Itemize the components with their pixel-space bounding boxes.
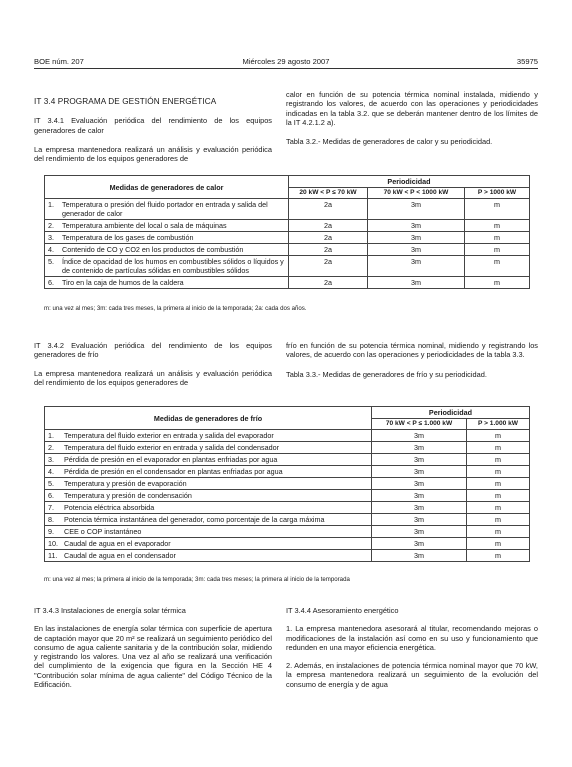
cell-value: m bbox=[467, 526, 530, 538]
publication-date: Miércoles 29 agosto 2007 bbox=[242, 57, 330, 66]
row-number: 4. bbox=[45, 244, 60, 256]
section-3-4-right-column bbox=[286, 90, 538, 146]
table-row bbox=[45, 538, 530, 550]
table-row bbox=[45, 199, 530, 220]
row-label: Temperatura ambiente del local o sala de máquinas bbox=[59, 220, 289, 232]
row-label: Temperatura o presión del fluido portador en entrada y salida del generador de calor bbox=[59, 199, 289, 220]
row-number: 1. bbox=[45, 199, 60, 220]
cell-value: m bbox=[467, 502, 530, 514]
cell-value: m bbox=[467, 538, 530, 550]
cell-value: 2a bbox=[289, 220, 368, 232]
row-label: Temperatura y presión de condensación bbox=[61, 490, 372, 502]
cell-value: m bbox=[467, 490, 530, 502]
table-row bbox=[45, 490, 530, 502]
paragraph: La empresa mantenedora realizará un análisis y evaluación periódica del rendimiento de los equipos generadores de bbox=[34, 144, 272, 163]
subsection-3-4-2-left-column bbox=[34, 341, 272, 387]
cell-value: m bbox=[465, 199, 530, 220]
section-3-4-left-column bbox=[34, 97, 272, 163]
cell-value: 3m bbox=[372, 526, 467, 538]
column-header-periodicity: Periodicidad bbox=[372, 407, 530, 419]
table-row bbox=[45, 277, 530, 289]
cell-value: m bbox=[467, 514, 530, 526]
row-label: Contenido de CO y CO2 en los productos de combustión bbox=[59, 244, 289, 256]
row-label: Caudal de agua en el evaporador bbox=[61, 538, 372, 550]
row-number: 5. bbox=[45, 478, 62, 490]
cell-value: m bbox=[467, 442, 530, 454]
row-number: 4. bbox=[45, 466, 62, 478]
row-label: Índice de opacidad de los humos en combustibles sólidos o líquidos y de contenido de partículas sólidas en combustibles sólidos bbox=[59, 256, 289, 277]
paragraph: En las instalaciones de energía solar térmica con superficie de apertura de captación mayor que 20 m² se realizará un seguimiento periódico del consumo de agua caliente sanitaria y de la contribución solar, midiendo y registrando los valores. Una vez al año se realizará una verificación del cumplimiento de la exigencia que figura en la Sección HE 4 "Contribución solar mínima de agua caliente" del Código Técnico de la Edificación. bbox=[34, 624, 272, 689]
subsection-3-4-4 bbox=[286, 606, 538, 689]
cell-value: 3m bbox=[372, 538, 467, 550]
table-row bbox=[45, 478, 530, 490]
row-number: 8. bbox=[45, 514, 62, 526]
cell-value: 2a bbox=[289, 199, 368, 220]
subsection-3-4-1-heading: IT 3.4.1 Evaluación periódica del rendimiento de los equipos generadores de calor bbox=[34, 116, 272, 135]
cell-value: 3m bbox=[372, 550, 467, 562]
subsection-3-4-3-heading: IT 3.4.3 Instalaciones de energía solar térmica bbox=[34, 606, 186, 615]
column-header: P > 1.000 kW bbox=[467, 419, 530, 430]
column-header: 20 kW < P ≤ 70 kW bbox=[289, 188, 368, 199]
row-label: Temperatura del fluido exterior en entrada y salida del evaporador bbox=[61, 430, 372, 442]
table-3-2-footnote: m: una vez al mes; 3m: cada tres meses, la primera al inicio de la temporada; 2a: cada dos años. bbox=[44, 305, 307, 312]
row-label: CEE o COP instantáneo bbox=[61, 526, 372, 538]
table-row bbox=[45, 442, 530, 454]
row-label: Temperatura de los gases de combustión bbox=[59, 232, 289, 244]
table-3-3-footnote: m: una vez al mes; la primera al inicio de la temporada; 3m: cada tres meses; la primera al inicio de la temporada bbox=[44, 576, 350, 583]
column-header-periodicity: Periodicidad bbox=[289, 176, 530, 188]
table-3-2 bbox=[44, 175, 530, 289]
header-rule bbox=[34, 68, 538, 69]
row-number: 3. bbox=[45, 454, 62, 466]
cell-value: 3m bbox=[368, 256, 465, 277]
cell-value: m bbox=[465, 256, 530, 277]
row-label: Caudal de agua en el condensador bbox=[61, 550, 372, 562]
cell-value: m bbox=[465, 277, 530, 289]
section-title: IT 3.4 PROGRAMA DE GESTIÓN ENERGÉTICA bbox=[34, 97, 217, 106]
cell-value: m bbox=[467, 478, 530, 490]
table-row bbox=[45, 550, 530, 562]
cell-value: 3m bbox=[368, 277, 465, 289]
column-header-measure: Medidas de generadores de frío bbox=[45, 407, 372, 430]
table-row bbox=[45, 502, 530, 514]
cell-value: 3m bbox=[372, 478, 467, 490]
table-row bbox=[45, 454, 530, 466]
column-header-measure: Medidas de generadores de calor bbox=[45, 176, 289, 199]
row-label: Potencia térmica instantánea del generador, como porcentaje de la carga máxima bbox=[61, 514, 372, 526]
cell-value: 3m bbox=[372, 514, 467, 526]
column-header: P > 1000 kW bbox=[465, 188, 530, 199]
paragraph: 1. La empresa mantenedora asesorará al titular, recomendando mejoras o modificaciones de la instalación así como en su uso y funcionamiento que redunden en una mayor eficiencia energética. bbox=[286, 624, 538, 652]
cell-value: 3m bbox=[368, 220, 465, 232]
cell-value: 3m bbox=[372, 454, 467, 466]
cell-value: m bbox=[467, 454, 530, 466]
page-number: 35975 bbox=[516, 57, 538, 66]
cell-value: 3m bbox=[372, 466, 467, 478]
cell-value: m bbox=[465, 220, 530, 232]
table-row bbox=[45, 514, 530, 526]
table-3-2-caption: Tabla 3.2.- Medidas de generadores de calor y su periodicidad. bbox=[286, 137, 493, 146]
subsection-3-4-2-heading: IT 3.4.2 Evaluación periódica del rendimiento de los equipos generadores de frío bbox=[34, 341, 272, 360]
table-row bbox=[45, 256, 530, 277]
row-number: 3. bbox=[45, 232, 60, 244]
cell-value: 2a bbox=[289, 232, 368, 244]
paragraph: La empresa mantenedora realizará un análisis y evaluación periódica del rendimiento de los equipos generadores de bbox=[34, 368, 272, 387]
row-number: 6. bbox=[45, 277, 60, 289]
cell-value: m bbox=[467, 550, 530, 562]
row-number: 1. bbox=[45, 430, 62, 442]
table-row bbox=[45, 466, 530, 478]
table-row bbox=[45, 244, 530, 256]
paragraph: calor en función de su potencia térmica nominal instalada, midiendo y registrando los valores, de acuerdo con las operaciones y periodicidades indicadas en la tabla 3.2. que se deberán mantener dentro de los límites de la IT 4.2.1.2 a). bbox=[286, 90, 538, 127]
column-header: 70 kW < P < 1000 kW bbox=[368, 188, 465, 199]
table-3-3-caption: Tabla 3.3.- Medidas de generadores de frío y su periodicidad. bbox=[286, 369, 487, 379]
cell-value: m bbox=[465, 244, 530, 256]
cell-value: m bbox=[467, 466, 530, 478]
paragraph: frío en función de su potencia térmica nominal, midiendo y registrando los valores, de acuerdo con las operaciones y periodicidades de la tabla 3.3. bbox=[286, 341, 538, 360]
cell-value: m bbox=[467, 430, 530, 442]
journal-issue: BOE núm. 207 bbox=[34, 57, 84, 66]
row-label: Potencia eléctrica absorbida bbox=[61, 502, 372, 514]
cell-value: m bbox=[465, 232, 530, 244]
row-number: 9. bbox=[45, 526, 62, 538]
row-number: 11. bbox=[45, 550, 62, 562]
table-row bbox=[45, 232, 530, 244]
row-number: 5. bbox=[45, 256, 60, 277]
subsection-3-4-4-heading: IT 3.4.4 Asesoramiento energético bbox=[286, 606, 399, 615]
cell-value: 3m bbox=[368, 244, 465, 256]
row-label: Temperatura y presión de evaporación bbox=[61, 478, 372, 490]
cell-value: 3m bbox=[372, 502, 467, 514]
subsection-3-4-2-right-column bbox=[286, 341, 538, 379]
cell-value: 2a bbox=[289, 256, 368, 277]
table-row bbox=[45, 430, 530, 442]
paragraph: 2. Además, en instalaciones de potencia térmica nominal mayor que 70 kW, la empresa mantenedora realizará un seguimiento de la evolución del consumo de energía y de agua bbox=[286, 661, 538, 689]
row-number: 10. bbox=[45, 538, 62, 550]
cell-value: 3m bbox=[372, 490, 467, 502]
table-row bbox=[45, 526, 530, 538]
cell-value: 2a bbox=[289, 277, 368, 289]
row-number: 7. bbox=[45, 502, 62, 514]
cell-value: 2a bbox=[289, 244, 368, 256]
column-header: 70 kW < P ≤ 1.000 kW bbox=[372, 419, 467, 430]
row-number: 2. bbox=[45, 442, 62, 454]
page-header bbox=[34, 57, 538, 67]
subsection-3-4-3 bbox=[34, 606, 272, 689]
table-row bbox=[45, 220, 530, 232]
row-number: 6. bbox=[45, 490, 62, 502]
cell-value: 3m bbox=[372, 442, 467, 454]
cell-value: 3m bbox=[368, 232, 465, 244]
row-label: Tiro en la caja de humos de la caldera bbox=[59, 277, 289, 289]
table-3-3 bbox=[44, 406, 530, 562]
row-label: Temperatura del fluido exterior en entrada y salida del condensador bbox=[61, 442, 372, 454]
row-label: Pérdida de presión en el evaporador en plantas enfriadas por agua bbox=[61, 454, 372, 466]
cell-value: 3m bbox=[372, 430, 467, 442]
row-label: Pérdida de presión en el condensador en plantas enfriadas por agua bbox=[61, 466, 372, 478]
row-number: 2. bbox=[45, 220, 60, 232]
cell-value: 3m bbox=[368, 199, 465, 220]
